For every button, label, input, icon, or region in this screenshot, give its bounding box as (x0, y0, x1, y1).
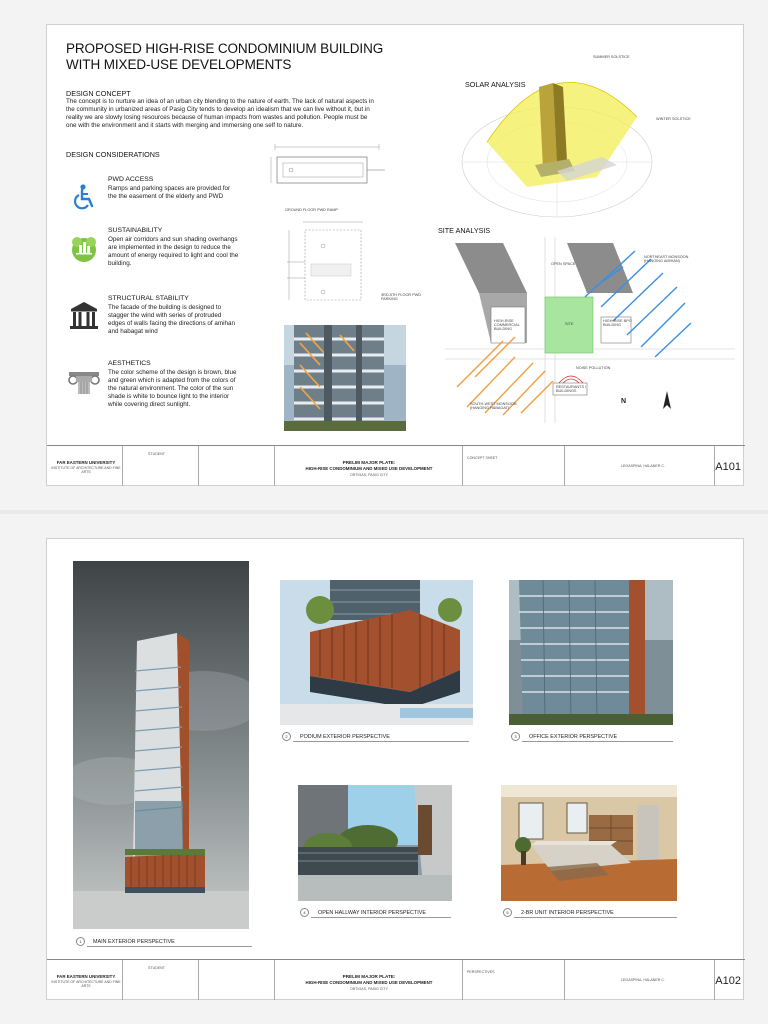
facade-detail-render (284, 325, 406, 431)
plate-a101 (46, 24, 744, 486)
caption-number: 3 (511, 732, 520, 741)
title-block (47, 445, 745, 485)
institute-name: INSTITUTE OF ARCHITECTURE AND FINE ARTS (51, 980, 121, 988)
consideration-heading: SUSTAINABILITY (108, 227, 163, 234)
caption-main-exterior: MAIN EXTERIOR PERSPECTIVE (93, 939, 175, 945)
highrise-commercial-label: HIGH-RISE COMMERCIAL BUILDING (494, 319, 520, 331)
project-location: ORTIGAS, PASIG CITY (349, 987, 388, 991)
consideration-text: Ramps and parking spaces are provided for the the easement of the elderly and PWD (108, 185, 231, 200)
solar-analysis-heading: SOLAR ANALYSIS (465, 80, 526, 89)
university-name: FAR EASTERN UNIVERSITY (56, 974, 116, 979)
open-space-label: OPEN SPACE (551, 262, 576, 266)
project-location: ORTIGAS, PASIG CITY (349, 473, 388, 477)
caption-unit-interior: 2-BR UNIT INTERIOR PERSPECTIVE (521, 910, 614, 916)
consideration-text: The color scheme of the design is brown, blue and green which is adapted from the colors of the natural environment. The color of the sun shade is white to bounce light to the interior while covering direct sunlight. (108, 369, 237, 408)
summer-solstice-label: SUMMER SOLSTICE (593, 55, 630, 59)
institute-name: INSTITUTE OF ARCHITECTURE AND FINE ARTS (51, 466, 121, 474)
title-block (47, 959, 745, 999)
caption-number: 4 (300, 908, 309, 917)
parking-label: 3RD-5TH FLOOR PWD PARKING (381, 293, 422, 301)
consideration-heading: PWD ACCESS (108, 176, 154, 183)
caption-podium-exterior: PODIUM EXTERIOR PERSPECTIVE (300, 734, 390, 740)
sheet-number: A102 (715, 975, 741, 987)
caption-number: 2 (282, 732, 291, 741)
northeast-monsoon-label: NORTHEAST MONSOON (HANGING AMIHAN) (644, 255, 689, 263)
design-concept-heading: DESIGN CONCEPT (66, 89, 131, 98)
caption-open-hallway: OPEN HALLWAY INTERIOR PERSPECTIVE (318, 910, 426, 916)
consideration-heading: AESTHETICS (108, 360, 151, 367)
column-capital-icon (67, 364, 101, 398)
instructor-name: LEGASPINA, HALANER C. (621, 464, 665, 468)
project-name: HIGH-RISE CONDOMINIUM AND MIXED USE DEVELOPMENT (305, 466, 433, 471)
sheet-contents: PERSPECTIVES (467, 970, 495, 974)
caption-number: 1 (76, 937, 85, 946)
parking-plan (283, 218, 373, 308)
project-name: HIGH-RISE CONDOMINIUM AND MIXED USE DEVELOPMENT (305, 980, 433, 985)
sheet-number: A101 (715, 461, 741, 473)
main-exterior-render (73, 561, 249, 929)
site-analysis-heading: SITE ANALYSIS (438, 226, 491, 235)
design-considerations-heading: DESIGN CONSIDERATIONS (66, 150, 160, 159)
sheet-a102 (0, 514, 768, 1024)
caption-number: 5 (503, 908, 512, 917)
plate-title: PRELIM MAJOR PLATE: (342, 460, 396, 465)
position-label: STUDENT (148, 452, 165, 456)
caption-office-exterior: OFFICE EXTERIOR PERSPECTIVE (529, 734, 618, 740)
temple-icon (67, 299, 101, 333)
noise-pollution-label: NOISE POLLUTION (576, 366, 611, 370)
ground-floor-label: GROUND FLOOR PWD RAMP (285, 208, 338, 212)
page-title: PROPOSED HIGH-RISE CONDOMINIUM BUILDING WITH MIXED-USE DEVELOPMENTS (66, 41, 384, 72)
podium-render (280, 580, 473, 725)
instructor-name: LEGASPINA, HALANER C. (621, 978, 665, 982)
solar-analysis-diagram (457, 47, 667, 222)
consideration-heading: STRUCTURAL STABILITY (108, 295, 189, 302)
consideration-text: Open air corridors and sun shading overhangs are implemented in the design to reduce the amount of energy required to light and cool the building. (108, 236, 239, 267)
position-label: STUDENT (148, 966, 165, 970)
restaurants-label: RESTAURANTS / BUILDINGS (556, 385, 587, 393)
site-label: SITE (565, 322, 574, 326)
design-concept-text: The concept is to nurture an idea of an urban city blending to the nature of earth. The lack of natural aspects in the community in urbanized areas of Pasig City tends to develop an idealism that we can live without it, but in reality we are slowly losing resources because of human impacts from wastes and pollution. People must be one with the environment and it starts with merging and immersing one self to nature. (66, 98, 374, 130)
consideration-aesthetics (67, 360, 242, 430)
site-analysis-diagram (445, 237, 735, 423)
southwest-monsoon-label: SOUTH-WEST MONSOON (HANGING HABAGAT) (470, 402, 517, 410)
unit-interior-render (501, 785, 677, 901)
consideration-structural (67, 295, 242, 365)
consideration-sustainability (67, 227, 242, 297)
ground-floor-ramp-plan (267, 141, 392, 203)
north-arrow-label: N (621, 398, 627, 405)
highrise-bpo-label: HIGH-RISE BPO BUILDING (603, 319, 632, 327)
sheet-a101 (0, 0, 768, 510)
open-hallway-render (298, 785, 452, 901)
winter-solstice-label: WINTER SOLSTICE (656, 117, 691, 121)
eco-city-icon (67, 231, 101, 265)
university-name: FAR EASTERN UNIVERSITY (56, 460, 116, 465)
consideration-text: The facade of the building is designed to stagger the wind with series of protruded edges of walls facing the directions of amihan and habagat wind (108, 304, 236, 335)
plate-title: PRELIM MAJOR PLATE: (342, 974, 396, 979)
plate-a102 (46, 538, 744, 1000)
office-render (509, 580, 673, 725)
sheet-contents: CONCEPT SHEET (467, 456, 498, 460)
wheelchair-icon (67, 180, 101, 214)
